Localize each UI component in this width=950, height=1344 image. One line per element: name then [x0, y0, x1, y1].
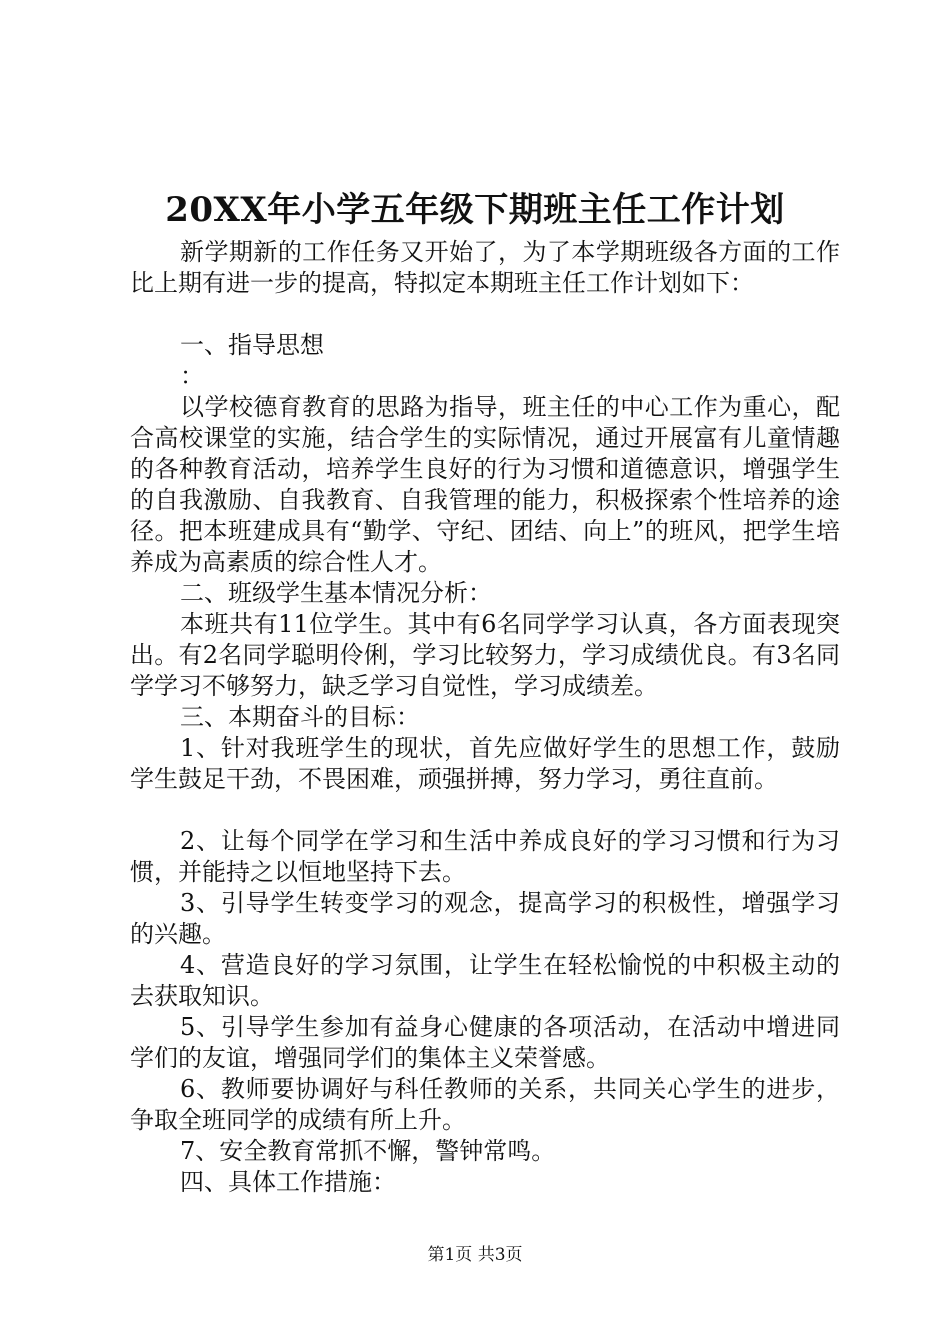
document-body — [130, 237, 840, 1198]
goal-item-4: 4、营造良好的学习氛围，让学生在轻松愉悦的中积极主动的去获取知识。 — [130, 951, 840, 1010]
section-heading-guiding-thought: 一、指导思想 — [180, 331, 324, 359]
goal-item-7: 7、安全教育常抓不懈，警钟常鸣。 — [180, 1137, 556, 1165]
section-heading-class-analysis: 二、班级学生基本情况分析： — [180, 579, 492, 607]
goal-item-1: 1、针对我班学生的现状，首先应做好学生的思想工作，鼓励学生鼓足干劲，不畏困难，顽强拼搏，努力学习，勇往直前。 — [130, 734, 840, 793]
section-heading-goals: 三、本期奋斗的目标： — [180, 703, 420, 731]
stray-colon: ： — [180, 362, 204, 390]
section-heading-measures: 四、具体工作措施： — [180, 1168, 396, 1196]
blank-line — [130, 299, 840, 330]
class-analysis-paragraph: 本班共有11位学生。其中有6名同学学习认真，各方面表现突出。有2名同学聪明伶俐，学习比较努力，学习成绩优良。有3名同学学习不够努力，缺乏学习自觉性，学习成绩差。 — [130, 610, 840, 700]
goal-item-2: 2、让每个同学在学习和生活中养成良好的学习习惯和行为习惯，并能持之以恒地坚持下去。 — [130, 827, 840, 886]
page-number-footer: 第1页 共3页 — [427, 1245, 523, 1265]
document-title: 20XX年小学五年级下期班主任工作计划 — [165, 190, 785, 230]
blank-line — [130, 795, 840, 826]
goal-item-6: 6、教师要协调好与科任教师的关系，共同关心学生的进步，争取全班同学的成绩有所上升。 — [130, 1075, 840, 1134]
guiding-thought-paragraph: 以学校德育教育的思路为指导，班主任的中心工作为重心，配合高校课堂的实施，结合学生的实际情况，通过开展富有儿童情趣的各种教育活动，培养学生良好的行为习惯和道德意识，增强学生的自我激励、自我教育、自我管理的能力，积极探索个性培养的途径。把本班建成具有“勤学、守纪、团结、向上”的班风，把学生培养成为高素质的综合性人才。 — [130, 393, 840, 576]
intro-paragraph: 新学期新的工作任务又开始了，为了本学期班级各方面的工作比上期有进一步的提高，特拟定本期班主任工作计划如下： — [130, 238, 840, 297]
goal-item-3: 3、引导学生转变学习的观念，提高学习的积极性，增强学习的兴趣。 — [130, 889, 840, 948]
goal-item-5: 5、引导学生参加有益身心健康的各项活动，在活动中增进同学们的友谊，增强同学们的集体主义荣誉感。 — [130, 1013, 840, 1072]
